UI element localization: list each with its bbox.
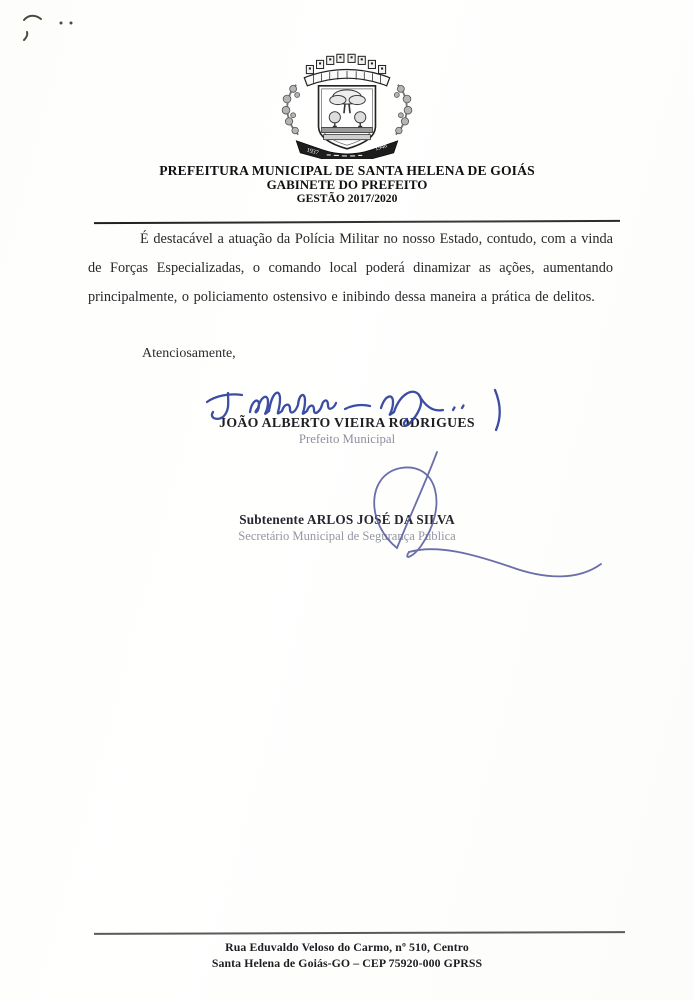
crest-right-branch: [394, 85, 411, 135]
crest-left-branch: [282, 85, 299, 135]
letterhead-line3: GESTÃO 2017/2020: [296, 192, 398, 205]
pen-scribble-marks: [14, 8, 84, 42]
footer-line1: Rua Eduvaldo Veloso do Carmo, nº 510, Centro: [225, 940, 469, 954]
footer-address: [0, 939, 694, 971]
secretary-title: Secretário Municipal de Segurança Pública: [238, 529, 456, 543]
municipal-coat-of-arms: [265, 37, 429, 159]
crest-year-left: 1937: [305, 147, 320, 157]
crest-year-right: 1948: [374, 143, 388, 153]
closing-salutation: Atenciosamente,: [142, 346, 236, 361]
letterhead: [0, 163, 694, 205]
footer-line2: Santa Helena de Goiás-GO – CEP 75920-000 GPRSS: [211, 956, 483, 970]
mayor-title: Prefeito Municipal: [298, 432, 396, 446]
body-paragraph: É destacável a atuação da Polícia Militar no nosso Estado, contudo, com a vinda de Forças Especializadas, o comando local poderá dinamizar as ações, aumentando principalmente, o policiamento ostensivo e inibindo dessa maneira a prática de delitos.: [88, 231, 613, 305]
mayor-name: JOÃO ALBERTO VIEIRA RODRIGUES: [219, 415, 475, 430]
secretary-name: Subtenente ARLOS JOSÉ DA SILVA: [239, 512, 455, 527]
header-rule: [94, 220, 620, 224]
letterhead-line1: PREFEITURA MUNICIPAL DE SANTA HELENA DE GOIÁS: [159, 163, 535, 178]
footer-rule: [94, 931, 625, 934]
letterhead-line2: GABINETE DO PREFEITO: [266, 177, 428, 192]
